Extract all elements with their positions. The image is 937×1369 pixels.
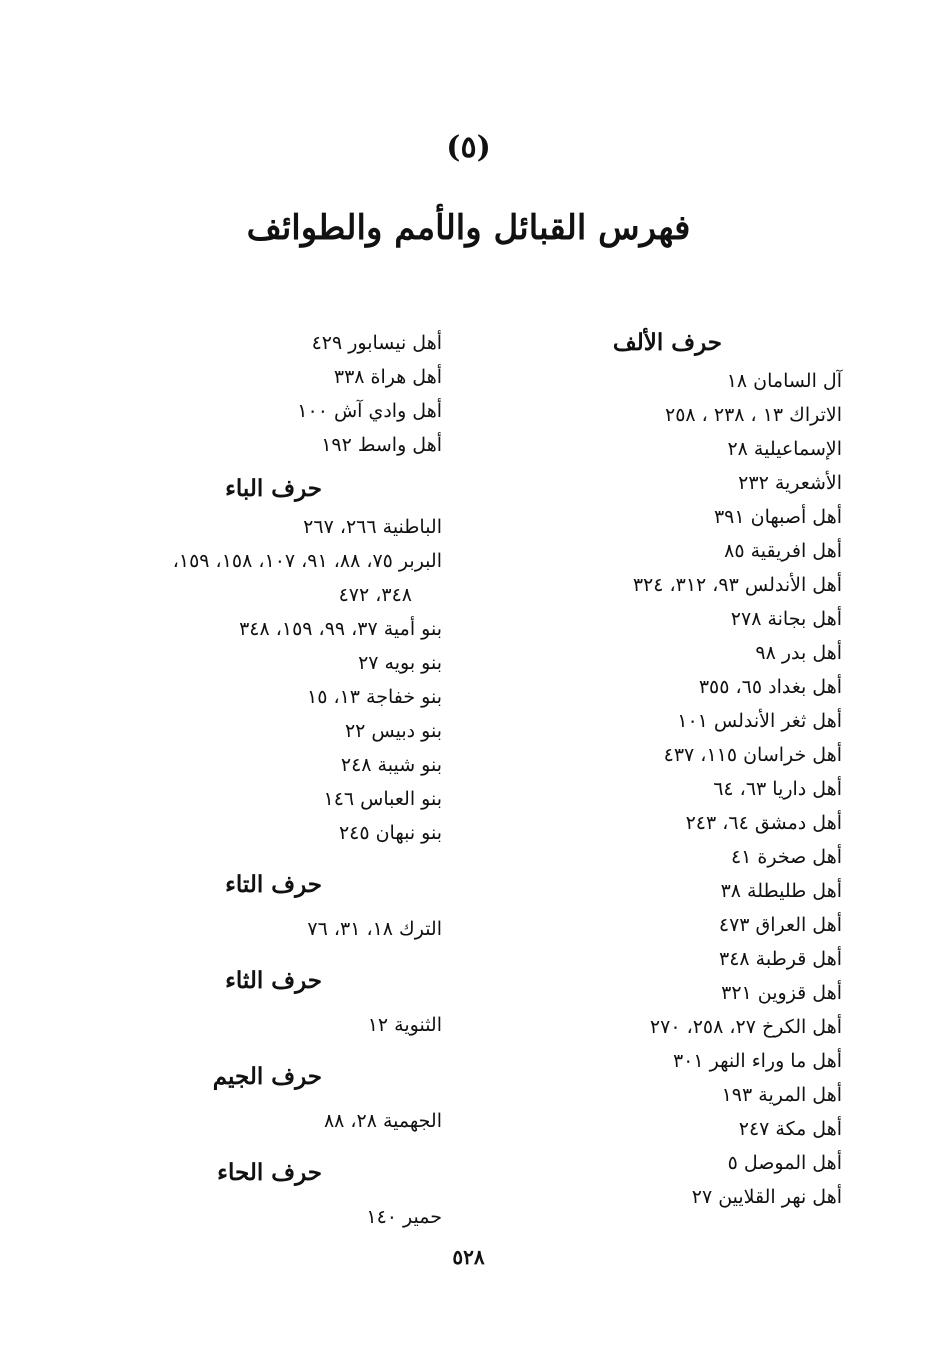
- index-entry: أهل ما وراء النهر ٣٠١: [672, 1050, 842, 1072]
- index-entry: بنو نبهان ٢٤٥: [338, 822, 442, 844]
- index-entry: بنو أمية ٣٧، ٩٩، ١٥٩، ٣٤٨: [239, 618, 442, 640]
- index-entry: أهل داريا ٦٣، ٦٤: [713, 778, 842, 800]
- index-entry: بنو العباس ١٤٦: [323, 788, 442, 810]
- index-entry: أهل نهر القلايين ٢٧: [691, 1186, 842, 1208]
- index-entry: أهل بجانة ٢٧٨: [730, 608, 842, 630]
- section-heading-tha: حرف الثاء: [225, 967, 322, 994]
- index-entry: أهل نيسابور ٤٢٩: [311, 332, 442, 354]
- index-entry: أهل أصبهان ٣٩١: [713, 506, 842, 528]
- section-number: (٥): [446, 130, 491, 165]
- index-entry: بنو دبيس ٢٢: [344, 720, 442, 742]
- index-entry: أهل افريقية ٨٥: [724, 540, 842, 562]
- index-entry: أهل بغداد ٦٥، ٣٥٥: [698, 676, 842, 698]
- index-entry: البربر ٧٥، ٨٨، ٩١، ١٠٧، ١٥٨، ١٥٩،: [172, 550, 442, 572]
- index-entry: أهل هراة ٣٣٨: [333, 366, 442, 388]
- page-number: ٥٢٨: [452, 1245, 485, 1269]
- section-heading-ta: حرف التاء: [225, 871, 322, 898]
- index-entry: حمير ١٤٠: [366, 1206, 442, 1228]
- index-entry: أهل قرطبة ٣٤٨: [719, 948, 842, 970]
- index-entry: الجهمية ٢٨، ٨٨: [323, 1110, 442, 1132]
- index-entry: بنو شيبة ٢٤٨: [340, 754, 442, 776]
- index-entry: آل السامان ١٨: [726, 370, 842, 392]
- index-entry: أهل صخرة ٤١: [730, 846, 842, 868]
- index-entry: الترك ١٨، ٣١، ٧٦: [307, 918, 442, 940]
- left-column: [82, 326, 442, 1234]
- section-heading-ba: حرف الباء: [225, 475, 322, 502]
- index-entry: أهل خراسان ١١٥، ٤٣٧: [663, 744, 842, 766]
- index-entry: أهل المرية ١٩٣: [721, 1084, 842, 1106]
- index-entry: أهل الموصل ٥: [727, 1152, 842, 1174]
- index-entry: بنو خفاجة ١٣، ١٥: [306, 686, 442, 708]
- section-heading-alif: حرف الألف: [612, 329, 722, 356]
- index-entry: بنو بويه ٢٧: [358, 652, 442, 674]
- index-entry: أهل قزوين ٣٢١: [721, 982, 842, 1004]
- index-entry: أهل بدر ٩٨: [755, 642, 842, 664]
- index-entry: أهل ثغر الأندلس ١٠١: [677, 710, 842, 732]
- index-entry: أهل العراق ٤٧٣: [718, 914, 842, 936]
- index-entry: الأشعرية ٢٣٢: [738, 472, 842, 494]
- page-title: فهرس القبائل والأمم والطوائف: [246, 208, 691, 248]
- section-heading-jim: حرف الجيم: [212, 1063, 322, 1090]
- index-entry: الإسماعيلية ٢٨: [727, 438, 842, 460]
- index-entry: أهل مكة ٢٤٧: [738, 1118, 842, 1140]
- index-entry: الباطنية ٢٦٦، ٢٦٧: [303, 516, 442, 538]
- section-heading-ha: حرف الحاء: [217, 1159, 322, 1186]
- index-entry: أهل الكرخ ٢٧، ٢٥٨، ٢٧٠: [649, 1016, 842, 1038]
- index-entry: الاتراك ١٣ ، ٢٣٨ ، ٢٥٨: [665, 404, 842, 426]
- index-entry: أهل طليطلة ٣٨: [720, 880, 842, 902]
- index-entry: الثنوية ١٢: [367, 1014, 442, 1036]
- index-entry: أهل الأندلس ٩٣، ٣١٢، ٣٢٤: [632, 574, 842, 596]
- right-column: [482, 322, 842, 1214]
- index-entry: أهل دمشق ٦٤، ٢٤٣: [685, 812, 842, 834]
- index-entry: أهل وادي آش ١٠٠: [297, 400, 442, 422]
- index-entry: أهل واسط ١٩٢: [321, 434, 442, 456]
- index-entry-continuation: ٣٤٨، ٤٧٢: [338, 584, 412, 606]
